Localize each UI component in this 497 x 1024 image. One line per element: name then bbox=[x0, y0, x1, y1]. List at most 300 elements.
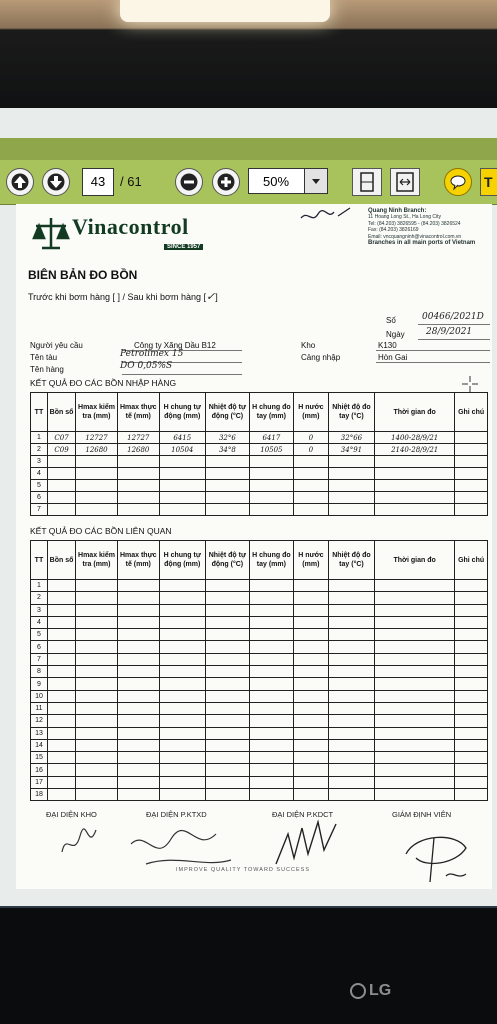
goods-value: DO 0,05%S bbox=[120, 361, 173, 371]
plus-icon bbox=[217, 173, 235, 191]
table-cell bbox=[249, 616, 293, 628]
table-cell bbox=[76, 739, 118, 751]
ngay-value: 28/9/2021 bbox=[426, 327, 473, 337]
table-cell bbox=[455, 444, 488, 456]
text-tool-icon bbox=[481, 169, 497, 195]
table-cell bbox=[328, 776, 374, 788]
table-cell bbox=[47, 789, 75, 801]
table-cell bbox=[249, 492, 293, 504]
table-cell: 16 bbox=[31, 764, 48, 776]
table-cell bbox=[76, 468, 118, 480]
table-cell bbox=[455, 653, 488, 665]
table-cell bbox=[328, 629, 374, 641]
table-cell bbox=[205, 702, 249, 714]
table-row bbox=[31, 492, 488, 504]
table-cell: C07 bbox=[47, 432, 75, 444]
table-cell bbox=[328, 468, 374, 480]
svg-text:T: T bbox=[484, 174, 493, 190]
table-cell bbox=[293, 678, 328, 690]
table-cell bbox=[159, 492, 205, 504]
table-row bbox=[31, 604, 488, 616]
table-cell: 12 bbox=[31, 715, 48, 727]
table-cell bbox=[375, 776, 455, 788]
table-cell bbox=[47, 752, 75, 764]
column-header: Thời gian đo bbox=[375, 541, 455, 580]
table-cell bbox=[328, 715, 374, 727]
table-cell bbox=[159, 739, 205, 751]
table-cell bbox=[249, 702, 293, 714]
kho-value: K130 bbox=[378, 341, 397, 350]
so-value: 00466/2021D bbox=[422, 312, 484, 322]
table-cell bbox=[47, 504, 75, 516]
vinacontrol-scale-logo bbox=[30, 216, 72, 252]
requester-value: Công ty Xăng Dầu B12 bbox=[134, 341, 216, 350]
table-cell bbox=[205, 789, 249, 801]
table-cell bbox=[159, 666, 205, 678]
table-cell: 12727 bbox=[117, 432, 159, 444]
table-cell bbox=[117, 739, 159, 751]
table-cell bbox=[47, 468, 75, 480]
ship-label: Tên tàu bbox=[30, 353, 58, 362]
table-cell bbox=[249, 641, 293, 653]
table-cell bbox=[328, 641, 374, 653]
next-page-button[interactable] bbox=[42, 168, 70, 196]
table-cell: 8 bbox=[31, 666, 48, 678]
column-header: H chung đo tay (mm) bbox=[249, 541, 293, 580]
fit-page-button[interactable] bbox=[352, 168, 382, 196]
table-row bbox=[31, 666, 488, 678]
table-cell bbox=[249, 592, 293, 604]
table-cell bbox=[375, 468, 455, 480]
table-cell bbox=[249, 715, 293, 727]
table-cell bbox=[47, 764, 75, 776]
table-cell bbox=[249, 739, 293, 751]
table-cell bbox=[293, 653, 328, 665]
zoom-in-button[interactable] bbox=[212, 168, 240, 196]
table-cell bbox=[375, 480, 455, 492]
table-cell bbox=[76, 690, 118, 702]
table-cell bbox=[47, 702, 75, 714]
table-cell bbox=[249, 727, 293, 739]
column-header: Hmax kiểm tra (mm) bbox=[76, 393, 118, 432]
fit-width-button[interactable] bbox=[390, 168, 420, 196]
related-tanks-table bbox=[30, 540, 488, 801]
fit-page-icon bbox=[353, 169, 381, 195]
table-cell bbox=[328, 504, 374, 516]
table-cell: 6 bbox=[31, 641, 48, 653]
table-cell: 5 bbox=[31, 480, 48, 492]
table-cell bbox=[76, 727, 118, 739]
table-cell bbox=[328, 492, 374, 504]
table-cell bbox=[205, 616, 249, 628]
zoom-value: 50% bbox=[263, 174, 290, 189]
table-cell bbox=[117, 604, 159, 616]
table-cell bbox=[76, 480, 118, 492]
signature-inspector bbox=[386, 824, 486, 886]
pump-status-close: ] bbox=[215, 292, 218, 302]
monitor-bottom-bezel bbox=[0, 908, 497, 1024]
table-cell bbox=[375, 739, 455, 751]
table-cell bbox=[159, 592, 205, 604]
table-cell bbox=[328, 752, 374, 764]
table-cell bbox=[205, 752, 249, 764]
table-cell bbox=[328, 653, 374, 665]
branch-network: Branches in all main ports of Vietnam bbox=[368, 240, 476, 247]
table-cell bbox=[205, 468, 249, 480]
table-cell bbox=[47, 604, 75, 616]
table-cell: 6415 bbox=[159, 432, 205, 444]
table-cell: 34°8 bbox=[205, 444, 249, 456]
column-header: Hmax kiểm tra (mm) bbox=[76, 541, 118, 580]
table-cell bbox=[47, 715, 75, 727]
table-cell: 3 bbox=[31, 604, 48, 616]
table-cell bbox=[375, 678, 455, 690]
table-cell bbox=[205, 727, 249, 739]
table-cell bbox=[249, 653, 293, 665]
table-cell: 32°66 bbox=[328, 432, 374, 444]
table-row bbox=[31, 752, 488, 764]
table-cell bbox=[249, 480, 293, 492]
table-cell: 14 bbox=[31, 739, 48, 751]
table-row bbox=[31, 468, 488, 480]
lg-logo-icon bbox=[350, 983, 366, 999]
table-cell: 0 bbox=[293, 444, 328, 456]
table-cell bbox=[159, 580, 205, 592]
table-cell bbox=[47, 592, 75, 604]
brand-since: SINCE 1957 bbox=[164, 244, 203, 250]
pump-status-line bbox=[28, 290, 218, 303]
monitor-top-bezel bbox=[0, 0, 497, 110]
column-header: Bồn số bbox=[47, 393, 75, 432]
table-cell bbox=[249, 629, 293, 641]
table-row bbox=[31, 690, 488, 702]
text-tool-button[interactable] bbox=[480, 168, 497, 196]
table-row bbox=[31, 653, 488, 665]
table-cell bbox=[293, 629, 328, 641]
table-cell bbox=[293, 789, 328, 801]
table-cell bbox=[76, 616, 118, 628]
table-cell bbox=[205, 678, 249, 690]
table-cell bbox=[159, 504, 205, 516]
table-cell bbox=[455, 592, 488, 604]
table-cell bbox=[455, 752, 488, 764]
table-cell bbox=[249, 764, 293, 776]
handwritten-initials bbox=[298, 206, 358, 234]
table-cell bbox=[375, 727, 455, 739]
column-header: TT bbox=[31, 393, 48, 432]
table-cell bbox=[293, 604, 328, 616]
table-cell bbox=[375, 715, 455, 727]
table-cell bbox=[455, 764, 488, 776]
column-header: Ghi chú bbox=[455, 393, 488, 432]
table-cell bbox=[76, 492, 118, 504]
column-header: H nước (mm) bbox=[293, 541, 328, 580]
pdf-toolbar bbox=[0, 160, 497, 205]
table-cell bbox=[205, 641, 249, 653]
table-cell bbox=[455, 727, 488, 739]
table-cell bbox=[205, 592, 249, 604]
chevron-down-icon[interactable] bbox=[304, 169, 327, 193]
monitor-logo bbox=[350, 982, 391, 1000]
table-cell bbox=[328, 678, 374, 690]
fit-width-icon bbox=[391, 169, 419, 195]
table-cell: 1 bbox=[31, 432, 48, 444]
table-cell bbox=[249, 604, 293, 616]
table-cell bbox=[328, 616, 374, 628]
table-cell: 7 bbox=[31, 504, 48, 516]
table-cell bbox=[249, 690, 293, 702]
table-cell bbox=[117, 641, 159, 653]
zoom-out-button[interactable] bbox=[175, 168, 203, 196]
branch-fax: Fax: (84.203) 3826169 bbox=[368, 227, 419, 234]
table-cell bbox=[47, 739, 75, 751]
table-row bbox=[31, 702, 488, 714]
table-cell bbox=[76, 580, 118, 592]
table-row bbox=[31, 456, 488, 468]
table-cell bbox=[375, 789, 455, 801]
table-cell: 10504 bbox=[159, 444, 205, 456]
table-cell: 12680 bbox=[76, 444, 118, 456]
table-cell bbox=[455, 690, 488, 702]
import-tanks-table bbox=[30, 392, 488, 516]
branch-info bbox=[368, 208, 493, 246]
table-cell bbox=[455, 678, 488, 690]
document-title: BIÊN BẢN ĐO BỒN bbox=[28, 268, 138, 282]
table-cell bbox=[47, 653, 75, 665]
table-cell bbox=[159, 752, 205, 764]
table-cell bbox=[455, 492, 488, 504]
table-cell bbox=[76, 666, 118, 678]
table-cell bbox=[117, 752, 159, 764]
table-cell bbox=[328, 789, 374, 801]
table-cell bbox=[455, 641, 488, 653]
column-header: Hmax thực tế (mm) bbox=[117, 393, 159, 432]
table-cell: 32°6 bbox=[205, 432, 249, 444]
table-cell: 4 bbox=[31, 616, 48, 628]
column-header: Thời gian đo bbox=[375, 393, 455, 432]
table-cell bbox=[375, 604, 455, 616]
table-cell bbox=[76, 641, 118, 653]
table-cell bbox=[117, 653, 159, 665]
table-cell bbox=[455, 776, 488, 788]
table-cell: 12680 bbox=[117, 444, 159, 456]
brand-name: Vinacontrol bbox=[72, 214, 189, 239]
table-row bbox=[31, 789, 488, 801]
table-row bbox=[31, 764, 488, 776]
table-cell bbox=[76, 702, 118, 714]
table-cell: 18 bbox=[31, 789, 48, 801]
table-cell bbox=[455, 504, 488, 516]
table-cell bbox=[249, 789, 293, 801]
table-cell bbox=[293, 727, 328, 739]
table-cell bbox=[455, 480, 488, 492]
table-cell bbox=[328, 727, 374, 739]
table-cell: 6417 bbox=[249, 432, 293, 444]
table-cell bbox=[159, 678, 205, 690]
table-cell bbox=[117, 764, 159, 776]
table-cell bbox=[455, 616, 488, 628]
table-cell bbox=[375, 629, 455, 641]
table-cell bbox=[47, 641, 75, 653]
sig-role-kho: ĐẠI DIỆN KHO bbox=[46, 810, 97, 819]
table-cell: 2 bbox=[31, 444, 48, 456]
table-cell bbox=[47, 480, 75, 492]
table-cell bbox=[205, 492, 249, 504]
column-header: Nhiệt độ tự động (°C) bbox=[205, 541, 249, 580]
table-row bbox=[31, 432, 488, 444]
column-header: Nhiệt độ đo tay (°C) bbox=[328, 393, 374, 432]
check-mark: ✓ bbox=[205, 290, 216, 303]
table-cell bbox=[455, 715, 488, 727]
branch-tel: Tel: (84.203) 3826595 - (84.203) 3826524 bbox=[368, 220, 461, 227]
comment-button[interactable] bbox=[444, 168, 472, 196]
table-cell bbox=[205, 764, 249, 776]
table-row bbox=[31, 715, 488, 727]
kho-label: Kho bbox=[301, 341, 316, 350]
table-cell bbox=[375, 592, 455, 604]
port-value: Hòn Gai bbox=[378, 353, 408, 362]
column-header: Hmax thực tế (mm) bbox=[117, 541, 159, 580]
table-cell bbox=[205, 739, 249, 751]
table-cell: 1400-28/9/21 bbox=[375, 432, 455, 444]
table-cell: 15 bbox=[31, 752, 48, 764]
table-cell bbox=[205, 580, 249, 592]
table-cell bbox=[47, 666, 75, 678]
table-cell: 7 bbox=[31, 653, 48, 665]
table-cell bbox=[293, 480, 328, 492]
table-cell bbox=[159, 727, 205, 739]
table-cell bbox=[375, 752, 455, 764]
table-cell bbox=[249, 504, 293, 516]
table-cell: 9 bbox=[31, 678, 48, 690]
column-header: H nước (mm) bbox=[293, 393, 328, 432]
table-cell bbox=[117, 580, 159, 592]
table-cell bbox=[249, 456, 293, 468]
column-header: H chung đo tay (mm) bbox=[249, 393, 293, 432]
table-cell bbox=[455, 666, 488, 678]
table-cell bbox=[117, 678, 159, 690]
column-header: H chung tự động (mm) bbox=[159, 393, 205, 432]
table-cell bbox=[328, 764, 374, 776]
table-cell bbox=[205, 480, 249, 492]
ship-value: Petrolimex 15 bbox=[120, 349, 184, 359]
table-cell bbox=[293, 764, 328, 776]
table-cell bbox=[47, 629, 75, 641]
table-cell bbox=[159, 653, 205, 665]
table-cell bbox=[375, 492, 455, 504]
table-cell: 2 bbox=[31, 592, 48, 604]
goods-label: Tên hàng bbox=[30, 365, 64, 374]
table-row bbox=[31, 678, 488, 690]
table-cell: 34°91 bbox=[328, 444, 374, 456]
table-cell bbox=[249, 468, 293, 480]
table-cell bbox=[293, 752, 328, 764]
table-cell bbox=[293, 690, 328, 702]
sig-role-kdct: ĐẠI DIỆN P.KDCT bbox=[272, 810, 334, 819]
table-cell bbox=[328, 592, 374, 604]
table-cell bbox=[293, 702, 328, 714]
monitor-brand: LG bbox=[369, 982, 392, 999]
table-cell bbox=[205, 776, 249, 788]
table-cell bbox=[205, 666, 249, 678]
table-cell: C09 bbox=[47, 444, 75, 456]
minus-icon bbox=[180, 173, 198, 191]
table-row bbox=[31, 444, 488, 456]
table-cell bbox=[76, 629, 118, 641]
table-cell bbox=[76, 653, 118, 665]
requester-label: Người yêu cầu bbox=[30, 341, 83, 350]
table-cell: 10 bbox=[31, 690, 48, 702]
table-cell bbox=[159, 702, 205, 714]
table-row bbox=[31, 629, 488, 641]
table-cell bbox=[76, 752, 118, 764]
table-cell bbox=[249, 752, 293, 764]
table-cell bbox=[76, 456, 118, 468]
so-label: Số bbox=[386, 316, 396, 325]
table-cell bbox=[455, 739, 488, 751]
table-cell bbox=[47, 727, 75, 739]
table-cell bbox=[293, 641, 328, 653]
signature-kdct bbox=[266, 814, 356, 870]
table-cell bbox=[47, 492, 75, 504]
table-cell bbox=[76, 789, 118, 801]
table-cell bbox=[117, 690, 159, 702]
table-cell bbox=[159, 616, 205, 628]
table-cell bbox=[375, 641, 455, 653]
ceiling-lamp bbox=[120, 0, 330, 22]
table-cell bbox=[205, 690, 249, 702]
table-cell bbox=[293, 715, 328, 727]
zoom-select[interactable] bbox=[248, 168, 328, 194]
branch-address: 11 Hoang Long St., Ha Long City bbox=[368, 214, 442, 221]
table-cell bbox=[375, 504, 455, 516]
table-row bbox=[31, 776, 488, 788]
table-cell bbox=[117, 456, 159, 468]
table-cell bbox=[375, 456, 455, 468]
table-cell bbox=[76, 764, 118, 776]
previous-page-button[interactable] bbox=[6, 168, 34, 196]
port-label: Cảng nhập bbox=[301, 353, 341, 362]
table-cell: 1 bbox=[31, 580, 48, 592]
pdf-page bbox=[16, 204, 492, 889]
table-cell bbox=[205, 504, 249, 516]
table-cell bbox=[117, 480, 159, 492]
table-row bbox=[31, 580, 488, 592]
page-number-input[interactable]: 43 bbox=[82, 168, 114, 196]
table-cell bbox=[159, 789, 205, 801]
table-cell bbox=[455, 456, 488, 468]
table-cell bbox=[159, 480, 205, 492]
table-cell bbox=[47, 580, 75, 592]
table-cell bbox=[117, 727, 159, 739]
table-cell bbox=[47, 690, 75, 702]
table-cell bbox=[293, 592, 328, 604]
table-cell bbox=[375, 666, 455, 678]
table-cell bbox=[76, 604, 118, 616]
ngay-label: Ngày bbox=[386, 330, 405, 339]
table-cell bbox=[117, 702, 159, 714]
table-cell bbox=[328, 666, 374, 678]
table-cell bbox=[47, 616, 75, 628]
table-cell bbox=[159, 641, 205, 653]
table-cell: 17 bbox=[31, 776, 48, 788]
table-cell bbox=[375, 616, 455, 628]
branch-email: Email: vncquangninh@vinacontrol.com.vn bbox=[368, 233, 462, 240]
column-header: Nhiệt độ tự động (°C) bbox=[205, 393, 249, 432]
table-cell bbox=[159, 764, 205, 776]
table-cell bbox=[205, 456, 249, 468]
table-cell bbox=[117, 629, 159, 641]
